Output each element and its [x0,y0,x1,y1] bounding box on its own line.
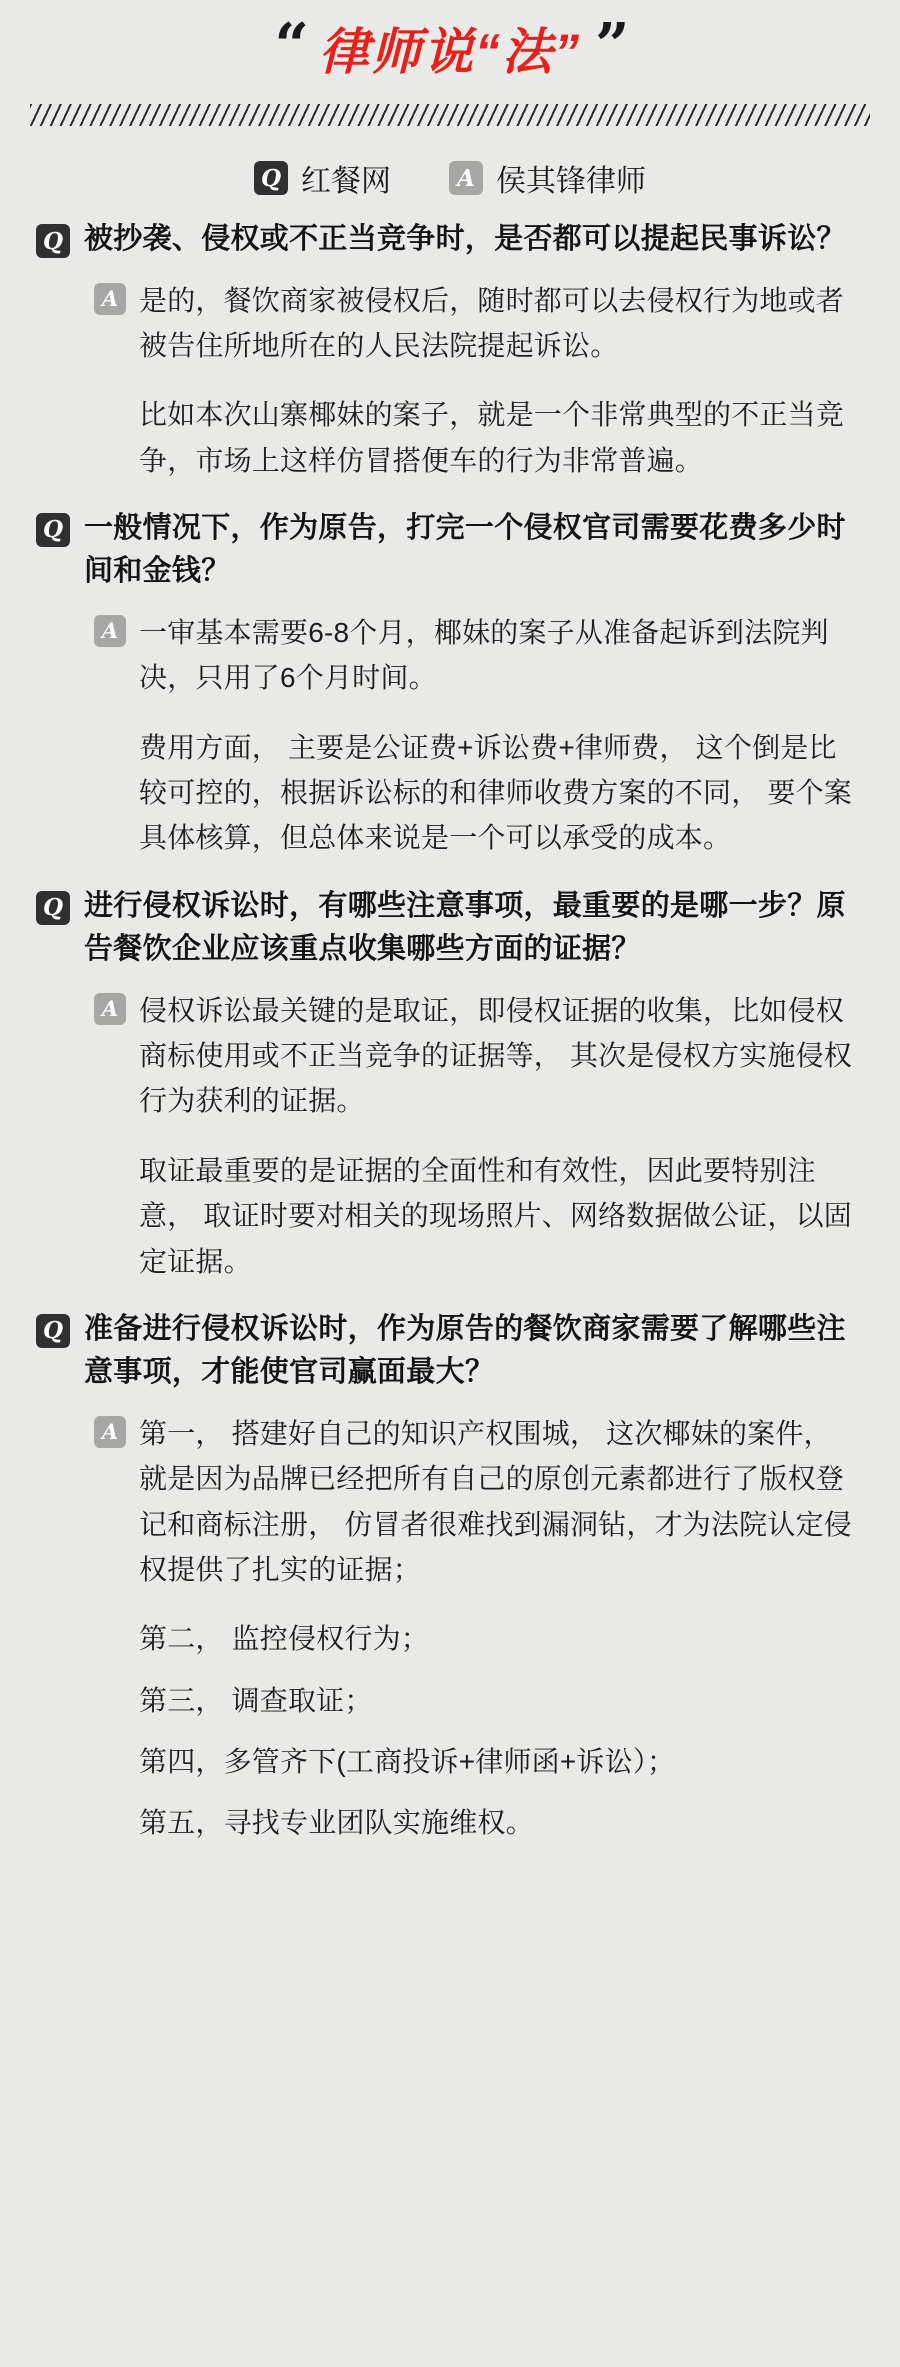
answer-body [139,1411,856,1846]
qa-block [36,1308,856,1846]
qa-block [36,218,856,483]
answer-paragraph: 侵权诉讼最关键的是取证，即侵权证据的收集，比如侵权商标使用或不正当竞争的证据等， 其次是侵权方实施侵权行为获利的证据。 [139,994,852,1117]
qa-block [36,885,856,1284]
question-row [36,507,856,594]
answer-paragraph: 第三， 调查取证； [139,1684,373,1716]
legend-label-answerer: 侯其锋律师 [496,165,646,198]
answer-paragraph: 第二， 监控侵权行为； [139,1623,429,1655]
legend-label-questioner: 红餐网 [301,165,391,198]
answer-paragraph: 第一， 搭建好自己的知识产权围城， 这次椰妹的案件， 就是因为品牌已经把所有自己的原创元素都进行了版权登记和商标注册， 仿冒者很难找到漏洞钻，才为法院认定侵权提供了扎实的证据； [139,1417,852,1585]
a-badge-icon: A [94,993,126,1025]
a-badge-icon: A [94,615,126,647]
a-badge-icon: A [94,283,126,315]
q-badge-icon: Q [36,1314,70,1348]
title-row [0,11,900,82]
question-row [36,885,856,972]
legend-item-answerer [449,156,646,200]
q-badge-icon: Q [254,161,288,195]
page-title: 律师说“法” [319,24,581,80]
question-text: 进行侵权诉讼时，有哪些注意事项，最重要的是哪一步？原告餐饮企业应该重点收集哪些方面的证据？ [84,889,846,966]
hatched-divider [30,104,870,126]
qa-list [0,218,900,1846]
answer-body [139,610,856,861]
article-header [0,0,900,82]
answer-paragraph: 是的，餐饮商家被侵权后，随时都可以去侵权行为地或者被告住所地所在的人民法院提起诉讼。 [139,284,845,361]
question-text: 被抄袭、侵权或不正当竞争时，是否都可以提起民事诉讼？ [84,223,846,255]
quote-close-icon: ” [595,11,626,81]
answer-row [36,278,856,483]
answer-paragraph: 取证最重要的是证据的全面性和有效性，因此要特别注意， 取证时要对相关的现场照片、网络数据做公证，以固定证据。 [139,1154,852,1277]
answer-row [36,988,856,1284]
question-row [36,1308,856,1395]
q-badge-icon: Q [36,891,70,925]
a-badge-icon: A [449,161,483,195]
question-text: 准备进行侵权诉讼时，作为原告的餐饮商家需要了解哪些注意事项，才能使官司赢面最大？ [84,1312,846,1389]
legend-item-questioner [254,156,391,200]
answer-row [36,610,856,861]
question-text: 一般情况下，作为原告，打完一个侵权官司需要花费多少时间和金钱？ [84,511,846,588]
legend [0,156,900,200]
answer-paragraph: 一审基本需要6-8个月，椰妹的案子从准备起诉到法院判决，只用了6个月时间。 [139,616,829,694]
answer-row [36,1411,856,1846]
a-badge-icon: A [94,1416,126,1448]
answer-paragraph: 第四，多管齐下(工商投诉+律师函+诉讼）； [139,1746,676,1778]
question-row [36,218,856,262]
q-badge-icon: Q [36,224,70,258]
answer-paragraph: 费用方面， 主要是公证费+诉讼费+律师费， 这个倒是比较可控的，根据诉讼标的和律师收费方案的不同， 要个案具体核算，但总体来说是一个可以承受的成本。 [139,731,852,854]
answer-paragraph: 第五，寻找专业团队实施维权。 [139,1807,534,1839]
qa-block [36,507,856,861]
q-badge-icon: Q [36,513,70,547]
answer-body [139,278,856,483]
answer-body [139,988,856,1284]
quote-open-icon: “ [274,11,305,81]
answer-paragraph: 比如本次山寨椰妹的案子，就是一个非常典型的不正当竞争，市场上这样仿冒搭便车的行为非常普遍。 [139,399,845,476]
